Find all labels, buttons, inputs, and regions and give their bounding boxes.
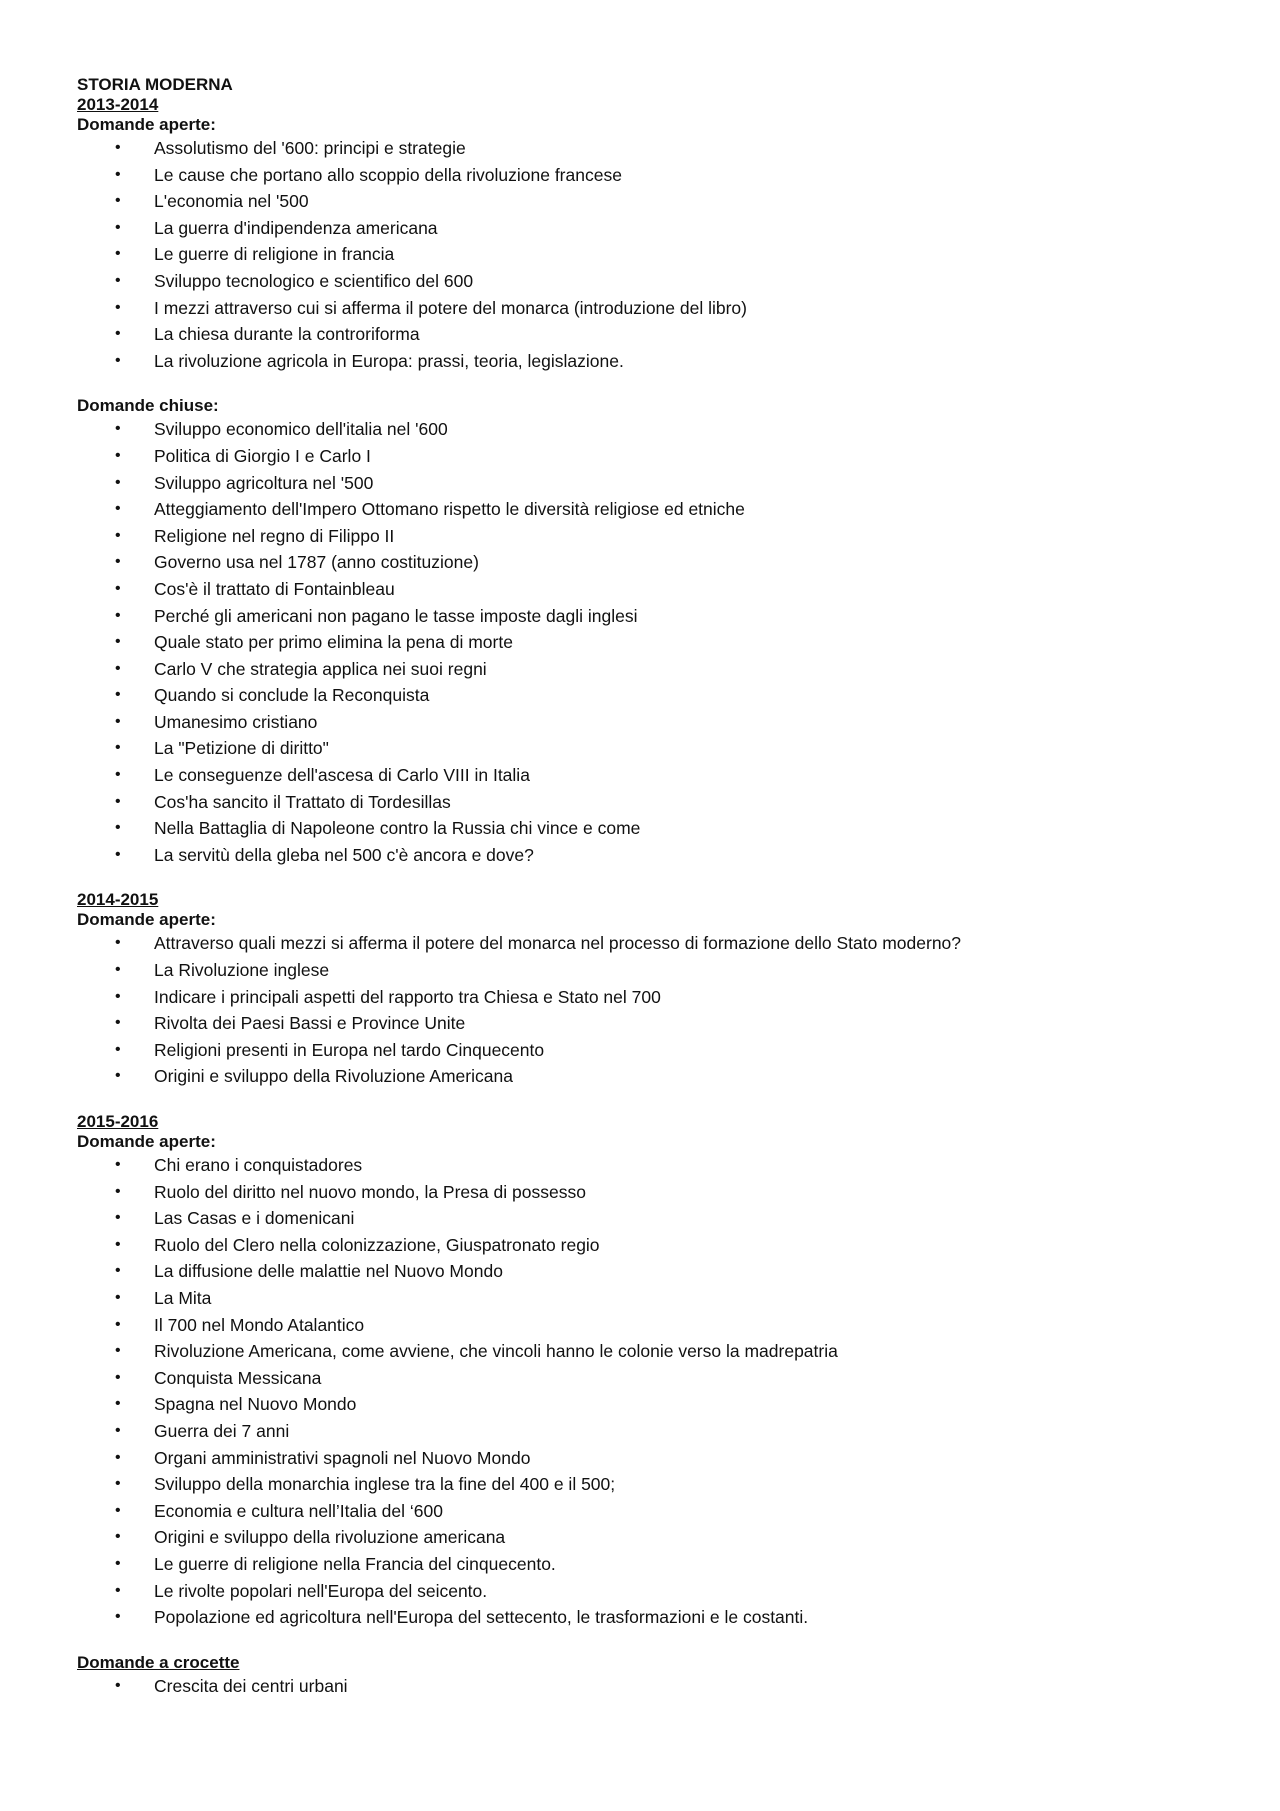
list-item: • Sviluppo economico dell'italia nel '600 — [77, 416, 1217, 443]
spacer — [77, 1090, 1217, 1112]
section-year: 2014-2015 — [77, 890, 159, 910]
list-item: • Politica di Giorgio I e Carlo I — [77, 443, 1217, 470]
list-item: • Le guerre di religione in francia — [77, 241, 1217, 268]
list-item: • Perché gli americani non pagano le tasse imposte dagli inglesi — [77, 603, 1217, 630]
list-item: • Conquista Messicana — [77, 1365, 1217, 1392]
group-heading: Domande aperte: — [77, 1132, 216, 1151]
list-item: • Rivoluzione Americana, come avviene, che vincoli hanno le colonie verso la madrepatria — [77, 1338, 1217, 1365]
list-item: • Popolazione ed agricoltura nell'Europa del settecento, le trasformazioni e le costanti. — [77, 1604, 1217, 1631]
group-heading: Domande aperte: — [77, 115, 216, 134]
list-item: • Indicare i principali aspetti del rapporto tra Chiesa e Stato nel 700 — [77, 984, 1217, 1011]
group-heading: Domande chiuse: — [77, 396, 219, 416]
list-item: • Guerra dei 7 anni — [77, 1418, 1217, 1445]
list-item: • Chi erano i conquistadores — [77, 1152, 1217, 1179]
list-item: • Quando si conclude la Reconquista — [77, 682, 1217, 709]
question-list — [77, 930, 1217, 1090]
document-page — [77, 75, 1217, 1699]
list-item: • Umanesimo cristiano — [77, 709, 1217, 736]
list-item: • La diffusione delle malattie nel Nuovo Mondo — [77, 1258, 1217, 1285]
list-item: • La Rivoluzione inglese — [77, 957, 1217, 984]
list-item: • Ruolo del diritto nel nuovo mondo, la Presa di possesso — [77, 1179, 1217, 1206]
list-item: • Rivolta dei Paesi Bassi e Province Unite — [77, 1010, 1217, 1037]
list-item: • Cos'ha sancito il Trattato di Tordesillas — [77, 789, 1217, 816]
list-item: • La servitù della gleba nel 500 c'è ancora e dove? — [77, 842, 1217, 869]
list-item: • Crescita dei centri urbani — [77, 1673, 1217, 1700]
section-year: 2013-2014 — [77, 95, 159, 114]
document-title: STORIA MODERNA — [77, 75, 233, 94]
section-2015-2016 — [77, 1112, 1217, 1699]
question-list — [77, 1673, 1217, 1700]
list-item: • Governo usa nel 1787 (anno costituzione) — [77, 549, 1217, 576]
list-item: • La Mita — [77, 1285, 1217, 1312]
list-item: • Origini e sviluppo della rivoluzione americana — [77, 1524, 1217, 1551]
list-item: • L'economia nel '500 — [77, 188, 1217, 215]
section-2014-2015 — [77, 890, 1217, 1090]
list-item: • Sviluppo tecnologico e scientifico del 600 — [77, 268, 1217, 295]
list-item: • Le conseguenze dell'ascesa di Carlo VIII in Italia — [77, 762, 1217, 789]
question-list — [77, 416, 1217, 868]
list-item: • Las Casas e i domenicani — [77, 1205, 1217, 1232]
question-list — [77, 135, 1217, 374]
list-item: • Le cause che portano allo scoppio della rivoluzione francese — [77, 162, 1217, 189]
list-item: • Atteggiamento dell'Impero Ottomano rispetto le diversità religiose ed etniche — [77, 496, 1217, 523]
group-heading: Domande a crocette — [77, 1652, 240, 1672]
list-item: • I mezzi attraverso cui si afferma il potere del monarca (introduzione del libro) — [77, 295, 1217, 322]
list-item: • Spagna nel Nuovo Mondo — [77, 1391, 1217, 1418]
list-item: • Organi amministrativi spagnoli nel Nuovo Mondo — [77, 1445, 1217, 1472]
list-item: • Il 700 nel Mondo Atalantico — [77, 1312, 1217, 1339]
section-2013-2014 — [77, 95, 1217, 868]
group-heading: Domande aperte: — [77, 910, 216, 930]
list-item: • Ruolo del Clero nella colonizzazione, Giuspatronato regio — [77, 1232, 1217, 1259]
list-item: • Economia e cultura nell’Italia del ‘600 — [77, 1498, 1217, 1525]
list-item: • Religione nel regno di Filippo II — [77, 523, 1217, 550]
list-item: • Cos'è il trattato di Fontainbleau — [77, 576, 1217, 603]
list-item: • Religioni presenti in Europa nel tardo Cinquecento — [77, 1037, 1217, 1064]
list-item: • La chiesa durante la controriforma — [77, 321, 1217, 348]
list-item: • Le rivolte popolari nell'Europa del seicento. — [77, 1578, 1217, 1605]
list-item: • Le guerre di religione nella Francia del cinquecento. — [77, 1551, 1217, 1578]
list-item: • La guerra d'indipendenza americana — [77, 215, 1217, 242]
list-item: • La "Petizione di diritto" — [77, 735, 1217, 762]
list-item: • Quale stato per primo elimina la pena di morte — [77, 629, 1217, 656]
list-item: • La rivoluzione agricola in Europa: prassi, teoria, legislazione. — [77, 348, 1217, 375]
spacer — [77, 868, 1217, 890]
section-year: 2015-2016 — [77, 1112, 159, 1131]
list-item: • Carlo V che strategia applica nei suoi regni — [77, 656, 1217, 683]
list-item: • Assolutismo del '600: principi e strategie — [77, 135, 1217, 162]
list-item: • Sviluppo agricoltura nel '500 — [77, 470, 1217, 497]
list-item: • Attraverso quali mezzi si afferma il potere del monarca nel processo di formazione dello Stato moderno? — [77, 930, 1217, 957]
list-item: • Nella Battaglia di Napoleone contro la Russia chi vince e come — [77, 815, 1217, 842]
question-list — [77, 1152, 1217, 1631]
list-item: • Origini e sviluppo della Rivoluzione Americana — [77, 1063, 1217, 1090]
list-item: • Sviluppo della monarchia inglese tra la fine del 400 e il 500; — [77, 1471, 1217, 1498]
spacer — [77, 374, 1217, 396]
spacer — [77, 1631, 1217, 1653]
